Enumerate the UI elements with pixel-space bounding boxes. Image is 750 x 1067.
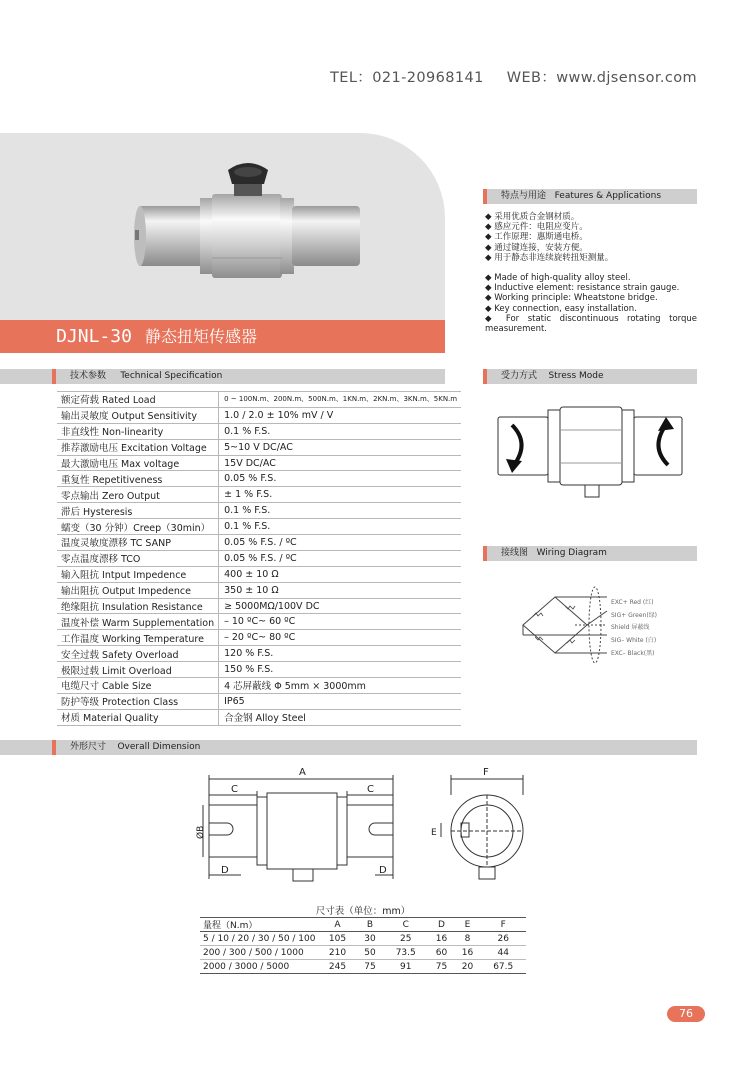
spec-key: 极限过载 Limit Overload [57,662,219,678]
spec-key: 非直线性 Non-linearity [57,423,219,439]
spec-row [57,423,461,439]
dimension-row [200,946,526,960]
spec-key: 防护等级 Protection Class [57,693,219,709]
dimension-cell: 量程（N.m） [200,918,318,932]
spec-value: 5~10 V DC/AC [219,439,462,455]
feature-cn-item: ◆ 通过键连接，安装方便。 [485,242,588,253]
wire-label: Shield 屏蔽线 [611,624,650,631]
spec-value: 0.1 % F.S. [219,519,462,535]
dim-letter-d-right: D [379,865,387,876]
dimension-cell: D [428,918,454,932]
spec-key: 输出阻抗 Output Impedence [57,582,219,598]
dimension-cell: 210 [318,946,357,960]
feature-en-item: ◆ Key connection, easy installation. [485,303,637,314]
spec-key: 输出灵敏度 Output Sensitivity [57,407,219,423]
spec-value: 合金钢 Alloy Steel [219,709,462,725]
spec-key: 零点输出 Zero Output [57,487,219,503]
feature-cn-item: ◆ 感应元件：电阻应变片。 [485,222,588,233]
spec-row [57,535,461,551]
spec-key: 输入阻抗 Intput Impedence [57,566,219,582]
dimension-cell: 67.5 [480,960,526,974]
spec-value: 150 % F.S. [219,662,462,678]
spec-value: 0.05 % F.S. [219,471,462,487]
dimension-cell: 44 [480,946,526,960]
spec-key: 蠕变（30 分钟）Creep（30min） [57,519,219,535]
features-list [485,212,697,334]
spec-row [57,503,461,519]
stress-mode-diagram [490,395,690,505]
dimension-cell: 75 [428,960,454,974]
spec-key: 安全过载 Safety Overload [57,646,219,662]
torque-arrow-right-icon [658,425,668,465]
dimension-drawing [195,765,540,895]
dimension-cell: 30 [357,932,383,946]
spec-table [57,391,461,726]
wire-label: SIG– White (白) [611,637,657,644]
spec-key: 电缆尺寸 Cable Size [57,678,219,694]
model-number: DJNL-30 [52,320,136,353]
product-name: 静态扭矩传感器 [145,327,258,346]
dim-letter-f: F [483,767,489,778]
feature-cn-item: ◆ 用于静态非连续旋转扭矩测量。 [485,252,614,263]
product-photo [130,158,370,293]
dimension-header-row [200,918,526,932]
spec-row [57,487,461,503]
spec-key: 滞后 Hysteresis [57,503,219,519]
dimension-cell: B [357,918,383,932]
spec-key: 温度补偿 Warm Supplementation [57,614,219,630]
dim-letter-b: ØB [196,825,206,839]
model-title-bar [0,320,445,353]
spec-row [57,407,461,423]
feature-en-item: ◆ For static discontinuous rotating torque measurement. [485,313,697,335]
torque-arrow-left-icon [512,425,522,465]
dimension-cell: 91 [383,960,429,974]
dimension-cell: 20 [454,960,480,974]
spec-value: 0 ~ 100N.m、200N.m、500N.m、1KN.m、2KN.m、3KN.m、5KN.m [219,392,462,408]
spec-value: 15V DC/AC [219,455,462,471]
dimension-cell: 2000 / 3000 / 5000 [200,960,318,974]
dim-letter-c-right: C [367,784,374,795]
spec-key: 重复性 Repetitiveness [57,471,219,487]
spec-row [57,582,461,598]
spec-value: 1.0 / 2.0 ± 10% mV / V [219,407,462,423]
spec-row [57,693,461,709]
spec-row [57,678,461,694]
spec-row [57,455,461,471]
spec-row [57,709,461,725]
spec-value: – 10 ºC~ 60 ºC [219,614,462,630]
dimension-table [200,917,526,974]
spec-row [57,662,461,678]
spec-row [57,598,461,614]
wire-label: SIG+ Green(绿) [611,612,658,619]
dimension-cell: A [318,918,357,932]
dimension-cell: 25 [383,932,429,946]
wiring-diagram [515,585,610,670]
dimension-cell: 26 [480,932,526,946]
dimension-cell: 50 [357,946,383,960]
spec-key: 温度灵敏度漂移 TC SANP [57,535,219,551]
spec-row [57,471,461,487]
contact-info [330,66,697,87]
spec-value: IP65 [219,693,462,709]
spec-value: ≥ 5000MΩ/100V DC [219,598,462,614]
dimension-cell: 245 [318,960,357,974]
dim-letter-a: A [299,767,306,778]
spec-row [57,439,461,455]
feature-en-item: ◆ Working principle: Wheatstone bridge. [485,293,658,304]
spec-row [57,646,461,662]
dimension-cell: 200 / 300 / 500 / 1000 [200,946,318,960]
spec-row [57,519,461,535]
spec-row [57,630,461,646]
dim-letter-d-left: D [221,865,229,876]
spec-key: 额定荷载 Rated Load [57,392,219,408]
spec-key: 工作温度 Working Temperature [57,630,219,646]
stress-header: 受力方式 Stress Mode [483,369,697,384]
spec-value: 0.1 % F.S. [219,503,462,519]
spec-value: 0.05 % F.S. / ºC [219,535,462,551]
spec-row [57,566,461,582]
spec-row [57,550,461,566]
wiring-header: 接线图 Wiring Diagram [483,546,697,561]
dimension-cell: 105 [318,932,357,946]
page-number: 76 [667,1006,705,1022]
dimension-cell: 73.5 [383,946,429,960]
spec-row [57,392,461,408]
dimension-cell: 8 [454,932,480,946]
dimension-row [200,960,526,974]
dimension-row [200,932,526,946]
spec-key: 最大激励电压 Max voltage [57,455,219,471]
dimension-cell: 60 [428,946,454,960]
wire-label: EXC+ Red (红) [611,599,654,606]
dim-letter-e: E [431,828,437,838]
dimension-cell: 5 / 10 / 20 / 30 / 50 / 100 [200,932,318,946]
feature-en-item: ◆ Inductive element: resistance strain gauge. [485,283,680,294]
dimension-cell: 16 [428,932,454,946]
technical-header: 技术参数 Technical Specification [0,369,445,384]
spec-value: 0.05 % F.S. / ºC [219,550,462,566]
feature-cn-item: ◆ 工作原理：惠斯通电桥。 [485,232,588,243]
spec-key: 零点温度漂移 TCO [57,550,219,566]
spec-value: – 20 ºC~ 80 ºC [219,630,462,646]
feature-cn-item: ◆ 采用优质合金钢材质。 [485,212,580,222]
feature-en-item: ◆ Made of high-quality alloy steel. [485,273,631,284]
spec-value: 0.1 % F.S. [219,423,462,439]
wire-label: EXC– Black(黑) [611,650,655,657]
spec-value: 350 ± 10 Ω [219,582,462,598]
dim-letter-c-left: C [231,784,238,795]
web-text: WEB：www.djsensor.com [506,70,698,86]
features-header: 特点与用途 Features & Applications [483,189,697,204]
spec-value: ± 1 % F.S. [219,487,462,503]
dimension-cell: C [383,918,429,932]
dimension-cell: E [454,918,480,932]
spec-key: 推荐激励电压 Excitation Voltage [57,439,219,455]
spec-key: 材质 Material Quality [57,709,219,725]
spec-value: 400 ± 10 Ω [219,566,462,582]
spec-value: 4 芯屏蔽线 Φ 5mm × 3000mm [219,678,462,694]
tel-text: TEL：021-20968141 [330,70,484,86]
dimension-cell: 16 [454,946,480,960]
dimension-cell: 75 [357,960,383,974]
dimension-header: 外形尺寸 Overall Dimension [0,740,697,755]
spec-value: 120 % F.S. [219,646,462,662]
spec-row [57,614,461,630]
dimension-table-title: 尺寸表（单位：mm） [315,906,411,917]
dimension-cell: F [480,918,526,932]
spec-key: 绝缘阻抗 Insulation Resistance [57,598,219,614]
